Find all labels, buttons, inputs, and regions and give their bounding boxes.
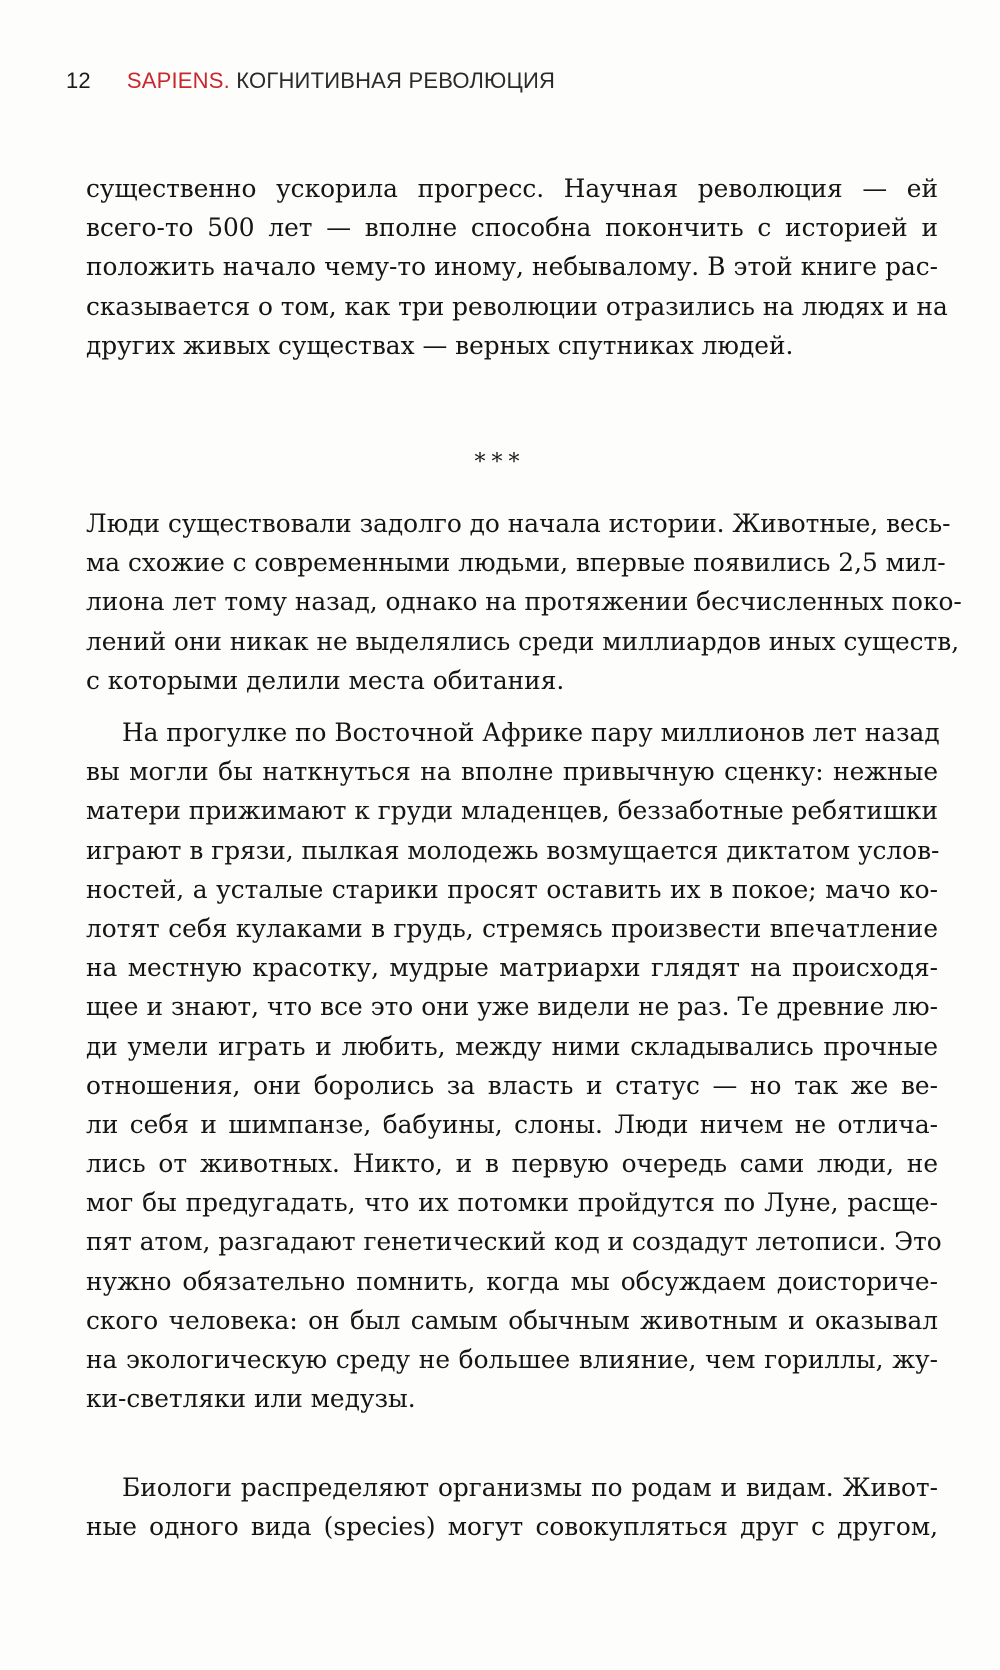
chapter-title: КОГНИТИВНАЯ РЕВОЛЮЦИЯ (229, 68, 556, 93)
text-line: положить начало чему-то иному, небывалому. В этой книге рас- (86, 252, 938, 282)
text-line: вы могли бы наткнуться на вполне привычную сценку: нежные (86, 757, 938, 787)
text-line: щее и знают, что все это они уже видели не раз. Те древние лю- (86, 992, 938, 1022)
paragraph-4 (86, 1468, 938, 1546)
text-line: всего-то 500 лет — вполне способна покончить с историей и (86, 213, 938, 243)
book-title: SAPIENS. (126, 68, 230, 93)
text-line: лений они никак не выделялись среди миллиардов иных существ, (86, 626, 960, 656)
text-line: ки-светляки или медузы. (86, 1384, 416, 1414)
text-line: сказывается о том, как три революции отразились на людях и на (86, 291, 948, 321)
text-line: на местную красотку, мудрые матриархи глядят на происходя- (86, 953, 938, 983)
paragraph-1 (86, 169, 948, 365)
text-line: ди умели играть и любить, между ними складывались прочные (86, 1031, 938, 1061)
text-line: лиона лет тому назад, однако на протяжении бесчисленных поко- (86, 587, 962, 617)
section-separator: *** (474, 450, 526, 475)
text-line: лотят себя кулаками в грудь, стремясь произвести впечатление (86, 913, 938, 943)
text-line: ли себя и шимпанзе, бабуины, слоны. Люди ничем не отлича- (86, 1109, 938, 1139)
paragraph-3 (86, 713, 942, 1418)
paragraph-2 (86, 504, 962, 700)
text-line: с которыми делили места обитания. (86, 665, 565, 695)
text-line: На прогулке по Восточной Африке пару миллионов лет назад (122, 718, 940, 747)
text-line: Биологи распределяют организмы по родам и видам. Живот- (122, 1473, 938, 1502)
text-line: ные одного вида (species) могут совокупляться друг с другом, (86, 1512, 938, 1542)
text-line: ностей, а усталые старики просят оставить их в покое; мачо ко- (86, 874, 938, 904)
running-header (66, 68, 555, 94)
text-line: отношения, они боролись за власть и статус — но так же ве- (86, 1070, 938, 1100)
text-line: существенно ускорила прогресс. Научная революция — ей (86, 174, 938, 203)
text-line: ского человека: он был самым обычным животным и оказывал (86, 1305, 938, 1335)
text-line: лись от животных. Никто, и в первую очередь сами люди, не (86, 1149, 938, 1179)
text-line: играют в грязи, пылкая молодежь возмущается диктатом услов- (86, 835, 940, 865)
text-line: на экологическую среду не большее влияние, чем гориллы, жу- (86, 1345, 938, 1374)
text-line: нужно обязательно помнить, когда мы обсуждаем доисториче- (86, 1266, 938, 1296)
page-number: 12 (66, 68, 91, 93)
text-line: Люди существовали задолго до начала истории. Животные, весь- (86, 509, 951, 538)
text-line: ма схожие с современными людьми, впервые появились 2,5 мил- (86, 548, 946, 578)
text-line: пят атом, разгадают генетический код и создадут летописи. Это (86, 1227, 942, 1257)
text-line: матери прижимают к груди младенцев, беззаботные ребятишки (86, 796, 938, 826)
text-line: других живых существах — верных спутниках людей. (86, 330, 794, 360)
text-line: мог бы предугадать, что их потомки пройдутся по Луне, расще- (86, 1188, 938, 1218)
